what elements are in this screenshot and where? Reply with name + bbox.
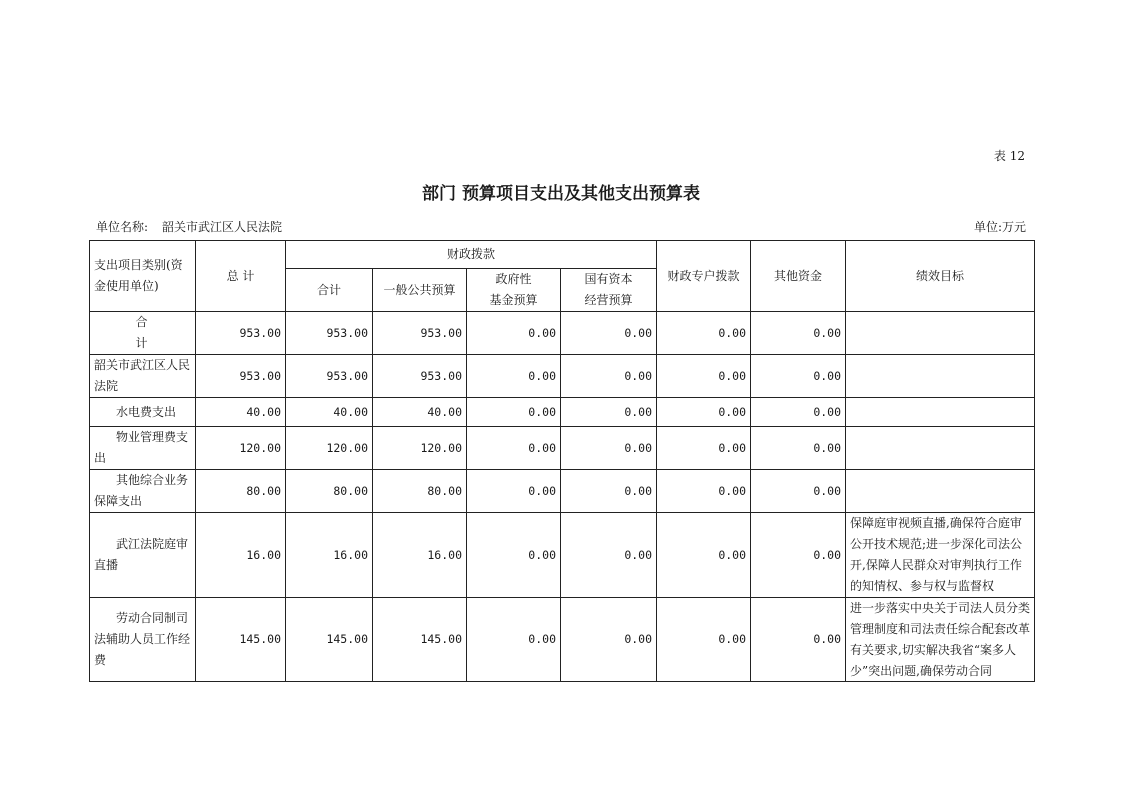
money-unit: 单位:万元 [973,220,1026,234]
header-state-capital [561,269,657,312]
cell-special: 0.00 [657,355,751,398]
cell-sub-total: 953.00 [286,355,373,398]
table-row [90,598,1035,682]
header-total: 总 计 [196,241,286,312]
table-row [90,513,1035,598]
header-state-capital-line1: 国有资本 [584,272,633,286]
header-special-transfer: 财政专户拨款 [657,241,751,312]
header-category: 支出项目类别(资金使用单位) [90,241,196,312]
cell-general: 120.00 [373,427,467,470]
cell-goal [846,398,1035,427]
unit-name-line [96,218,282,235]
cell-goal [846,427,1035,470]
row-name: 武江法院庭审直播 [90,513,196,598]
unit-name-label: 单位名称: [96,220,149,234]
page-title: 部门 预算项目支出及其他支出预算表 [422,184,700,204]
cell-goal [846,470,1035,513]
cell-state-capital: 0.00 [561,355,657,398]
cell-total: 953.00 [196,355,286,398]
cell-other: 0.00 [751,398,846,427]
row-name: 合 计 [90,312,196,355]
cell-total: 120.00 [196,427,286,470]
cell-total: 40.00 [196,398,286,427]
cell-special: 0.00 [657,312,751,355]
cell-gov-fund: 0.00 [467,513,561,598]
table-row [90,427,1035,470]
table-row [90,398,1035,427]
cell-general: 953.00 [373,355,467,398]
cell-gov-fund: 0.00 [467,598,561,682]
cell-goal [846,598,1035,682]
row-name: 其他综合业务保障支出 [90,470,196,513]
cell-total: 953.00 [196,312,286,355]
unit-name-value: 韶关市武江区人民法院 [162,220,283,234]
table-number: 表 12 [993,149,1025,163]
cell-special: 0.00 [657,470,751,513]
header-gov-fund-line1: 政府性 [495,272,532,286]
header-state-capital-line2: 经营预算 [584,293,633,307]
header-fiscal-group: 财政拨款 [286,241,657,269]
header-performance-goal: 绩效目标 [846,241,1035,312]
cell-general: 40.00 [373,398,467,427]
row-name: 物业管理费支出 [90,427,196,470]
cell-general: 953.00 [373,312,467,355]
cell-total: 16.00 [196,513,286,598]
cell-total: 80.00 [196,470,286,513]
cell-special: 0.00 [657,598,751,682]
header-sub-total: 合计 [286,269,373,312]
cell-other: 0.00 [751,470,846,513]
cell-special: 0.00 [657,427,751,470]
cell-special: 0.00 [657,513,751,598]
cell-general: 80.00 [373,470,467,513]
cell-sub-total: 953.00 [286,312,373,355]
cell-other: 0.00 [751,312,846,355]
cell-state-capital: 0.00 [561,312,657,355]
row-name: 韶关市武江区人民法院 [90,355,196,398]
cell-general: 16.00 [373,513,467,598]
cell-other: 0.00 [751,513,846,598]
cell-general: 145.00 [373,598,467,682]
cell-special: 0.00 [657,398,751,427]
cell-gov-fund: 0.00 [467,470,561,513]
cell-state-capital: 0.00 [561,513,657,598]
header-general-budget: 一般公共预算 [373,269,467,312]
cell-gov-fund: 0.00 [467,398,561,427]
cell-other: 0.00 [751,598,846,682]
cell-other: 0.00 [751,355,846,398]
cell-state-capital: 0.00 [561,427,657,470]
header-other-funds: 其他资金 [751,241,846,312]
table-row [90,470,1035,513]
cell-sub-total: 80.00 [286,470,373,513]
cell-gov-fund: 0.00 [467,427,561,470]
table-row [90,355,1035,398]
cell-sub-total: 120.00 [286,427,373,470]
cell-sub-total: 40.00 [286,398,373,427]
cell-sub-total: 16.00 [286,513,373,598]
table-row [90,312,1035,355]
cell-gov-fund: 0.00 [467,312,561,355]
cell-other: 0.00 [751,427,846,470]
cell-total: 145.00 [196,598,286,682]
cell-state-capital: 0.00 [561,470,657,513]
budget-table [89,240,1035,682]
cell-state-capital: 0.00 [561,598,657,682]
goal-text: 进一步落实中央关于司法人员分类管理制度和司法责任综合配套改革有关要求,切实解决我省“案多人少”突出问题,确保劳动合同 [850,601,1031,678]
cell-goal [846,312,1035,355]
cell-goal: 保障庭审视频直播,确保符合庭审公开技术规范;进一步深化司法公开,保障人民群众对审判执行工作的知情权、参与权与监督权 [846,513,1035,598]
header-gov-fund [467,269,561,312]
row-name: 劳动合同制司法辅助人员工作经费 [90,598,196,682]
cell-sub-total: 145.00 [286,598,373,682]
cell-goal [846,355,1035,398]
row-name: 水电费支出 [90,398,196,427]
cell-gov-fund: 0.00 [467,355,561,398]
header-gov-fund-line2: 基金预算 [489,293,538,307]
cell-state-capital: 0.00 [561,398,657,427]
